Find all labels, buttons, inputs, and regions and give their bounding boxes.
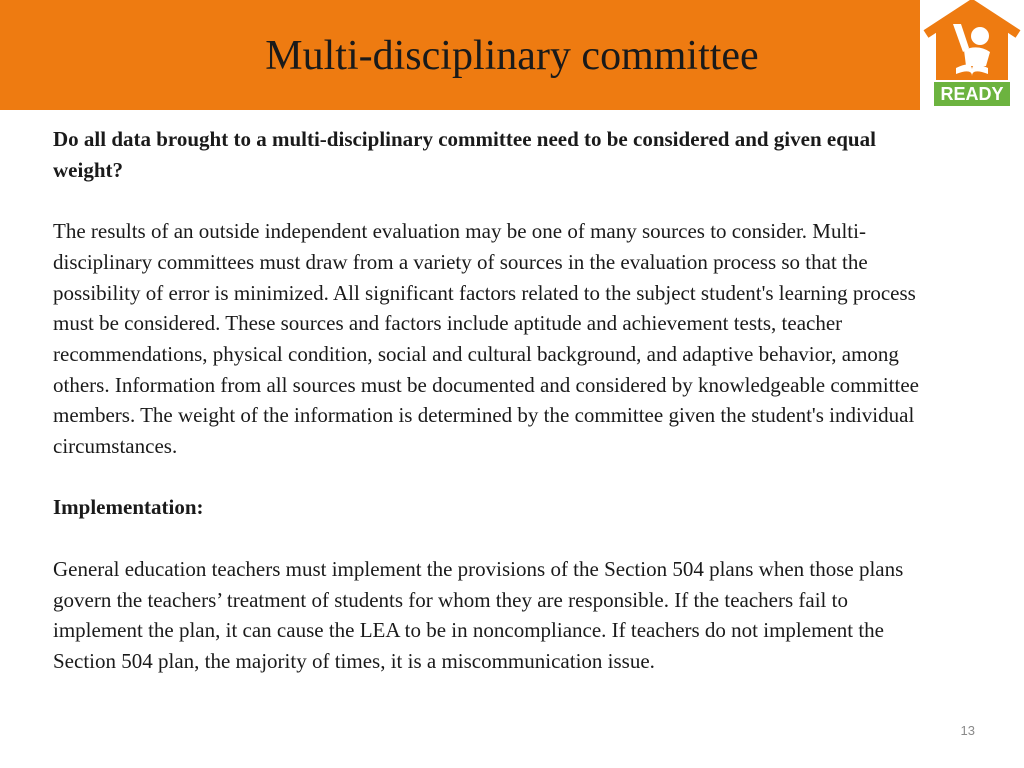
house-reading-child-icon [920,0,1024,110]
spacer [53,523,943,554]
question-text: Do all data brought to a multi-disciplinary committee need to be considered and given equal weight? [53,127,876,182]
spacer [53,185,943,216]
implementation-text: General education teachers must implement the provisions of the Section 504 plans when those plans govern the teachers’ treatment of students for whom they are responsible. If the teachers fail to implement the plan, it can cause the LEA to be in noncompliance. If teachers do not implement the Section 504 plan, the majority of times, it is a miscommunication issue. [53,556,904,673]
implementation-heading: Implementation: [53,495,204,520]
spacer [53,462,943,493]
logo-text: READY [940,84,1004,104]
slide-title: Multi-disciplinary committee [265,33,759,79]
slide-body [53,124,943,677]
page-number: 13 [960,723,975,738]
ready-logo [920,0,1024,110]
answer-text: The results of an outside independent evaluation may be one of many sources to consider. Multi-disciplinary committees must draw from a variety of sources in the evaluation process so that the possibility of error is minimized. All significant factors related to the subject student's learning process must be considered. These sources and factors include aptitude and achievement tests, teacher recommendations, physical condition, social and cultural background, and adaptive behavior, among others. Information from all sources must be documented and considered by knowledgeable committee members. The weight of the information is determined by the committee given the student's individual circumstances. [53,219,919,459]
